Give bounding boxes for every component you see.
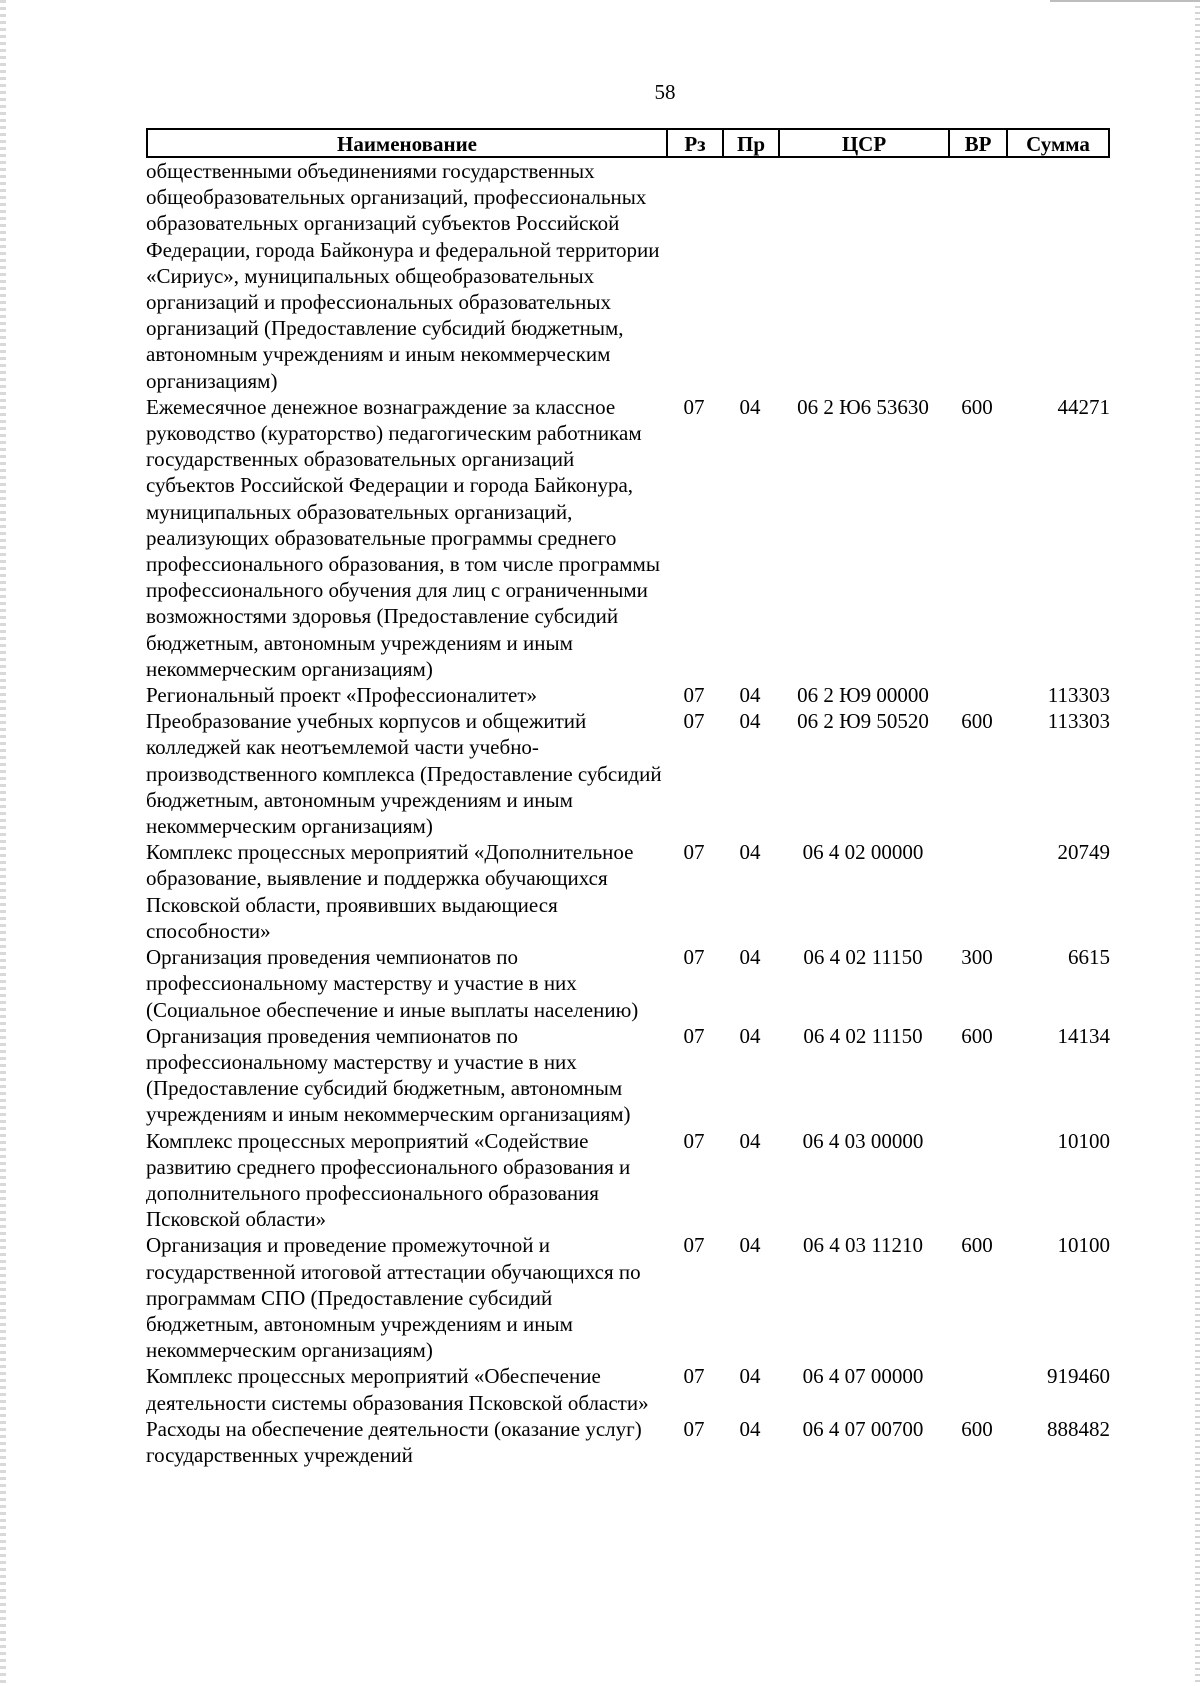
row-vr <box>948 839 1006 944</box>
row-sum: 10100 <box>1057 1128 1110 1153</box>
row-csr: 06 4 07 00000 <box>802 1364 924 1389</box>
row-sum: 14134 <box>1057 1023 1110 1048</box>
row-pr: 04 <box>739 1128 761 1153</box>
row-pr: 04 <box>739 1233 761 1258</box>
header-rz: Рз <box>666 128 722 158</box>
row-name: Ежемесячное денежное вознаграждение за классное руководство (кураторство) педагогическим работникам государственных образовательных организаций субъектов Российской Федерации и города Байконура, муниципальных образовательных организаций, реализующих образовательные программы среднего профессионального образования, в том числе программы профессионального обучения для лиц с ограниченными возможностями здоровья (Предоставление субсидий бюджетным, автономным учреждениям и иным некоммерческим организациям) <box>146 394 660 681</box>
row-vr: 600 <box>961 1416 993 1441</box>
row-rz: 07 <box>683 1128 705 1153</box>
row-csr: 06 4 07 00700 <box>802 1416 924 1441</box>
row-name: Организация проведения чемпионатов по профессиональному мастерству и участие в них (Социальное обеспечение и иные выплаты населению) <box>146 945 639 1022</box>
row-rz: 07 <box>683 1416 705 1441</box>
header-pr: Пр <box>722 128 778 158</box>
row-sum: 113303 <box>1047 709 1110 734</box>
row-vr: 600 <box>961 394 993 419</box>
row-pr: 04 <box>739 394 761 419</box>
row-rz <box>666 158 722 394</box>
table-row <box>146 708 1110 839</box>
row-vr: 600 <box>961 1023 993 1048</box>
row-name: общественными объединениями государственных общеобразовательных организаций, профессиональных образовательных организаций субъектов Российской Федерации, города Байконура и федеральной территории «Сириус», муниципальных общеобразовательных организаций и профессиональных образовательных организаций (Предоставление субсидий бюджетным, автономным учреждениям и иным некоммерческим организациям) <box>146 159 660 393</box>
scan-edge-top <box>1050 0 1200 2</box>
row-vr: 600 <box>961 709 993 734</box>
header-sum: Сумма <box>1006 128 1110 158</box>
row-csr: 06 4 03 00000 <box>802 1128 924 1153</box>
row-sum: 113303 <box>1047 683 1110 708</box>
row-rz: 07 <box>683 709 705 734</box>
row-rz: 07 <box>683 840 705 865</box>
row-rz: 07 <box>683 683 705 708</box>
row-pr <box>722 158 778 394</box>
table-row <box>146 839 1110 944</box>
row-vr <box>948 158 1006 394</box>
row-pr: 04 <box>739 1023 761 1048</box>
row-vr <box>948 682 1006 708</box>
row-csr: 06 2 Ю6 53630 <box>797 394 929 419</box>
row-csr: 06 4 02 11150 <box>803 1023 923 1048</box>
table-row <box>146 1128 1110 1233</box>
row-csr: 06 4 02 00000 <box>802 840 924 865</box>
row-csr <box>778 158 948 394</box>
row-name: Региональный проект «Профессионалитет» <box>146 683 538 708</box>
row-name: Организация проведения чемпионатов по профессиональному мастерству и участие в них (Предоставление субсидий бюджетным, автономным учреждениям и иным некоммерческим организациям) <box>146 1023 631 1127</box>
row-csr: 06 2 Ю9 00000 <box>797 683 929 708</box>
row-sum: 20749 <box>1057 840 1110 865</box>
row-vr <box>948 1363 1006 1415</box>
row-sum: 888482 <box>1047 1416 1110 1441</box>
row-sum: 6615 <box>1068 945 1110 970</box>
row-pr: 04 <box>739 683 761 708</box>
row-pr: 04 <box>739 1416 761 1441</box>
row-rz: 07 <box>683 1364 705 1389</box>
row-pr: 04 <box>739 709 761 734</box>
table-row <box>146 944 1110 1023</box>
header-vr: ВР <box>948 128 1006 158</box>
table-row <box>146 1416 1110 1468</box>
header-name: Наименование <box>146 128 666 158</box>
table-row <box>146 682 1110 708</box>
row-sum: 919460 <box>1047 1364 1110 1389</box>
table-row <box>146 1232 1110 1363</box>
row-csr: 06 2 Ю9 50520 <box>797 709 929 734</box>
table-header-row <box>146 128 1110 158</box>
header-csr: ЦСР <box>778 128 948 158</box>
row-rz: 07 <box>683 945 705 970</box>
page-number: 58 <box>654 80 676 104</box>
row-name: Комплекс процессных мероприятий «Дополнительное образование, выявление и поддержка обучающихся Псковской области, проявивших выдающиеся способности» <box>146 840 634 943</box>
budget-table <box>146 128 1110 1468</box>
row-vr <box>948 1128 1006 1233</box>
row-csr: 06 4 03 11210 <box>803 1233 923 1258</box>
row-rz: 07 <box>683 1023 705 1048</box>
row-vr: 300 <box>961 945 993 970</box>
table-row <box>146 1023 1110 1128</box>
row-name: Комплекс процессных мероприятий «Содействие развитию среднего профессионального образования и дополнительного профессионального образования Псковской области» <box>146 1128 631 1232</box>
scan-edge-right <box>1195 0 1200 1686</box>
table-row <box>146 1363 1110 1415</box>
row-vr: 600 <box>961 1233 993 1258</box>
row-pr: 04 <box>739 1364 761 1389</box>
row-name: Организация и проведение промежуточной и государственной итоговой аттестации обучающихся по программам СПО (Предоставление субсидий бюджетным, автономным учреждениям и иным некоммерческим организациям) <box>146 1233 641 1363</box>
row-sum: 44271 <box>1057 394 1110 419</box>
row-name: Комплекс процессных мероприятий «Обеспечение деятельности системы образования Псковской области» <box>146 1364 649 1415</box>
row-csr: 06 4 02 11150 <box>803 945 923 970</box>
row-sum <box>1006 158 1110 394</box>
scan-edge-left <box>0 0 6 1686</box>
row-name: Расходы на обеспечение деятельности (оказание услуг) государственных учреждений <box>146 1416 642 1467</box>
row-rz: 07 <box>683 1233 705 1258</box>
row-pr: 04 <box>739 840 761 865</box>
table-row <box>146 158 1110 394</box>
row-pr: 04 <box>739 945 761 970</box>
row-rz: 07 <box>683 394 705 419</box>
table-row <box>146 394 1110 682</box>
row-sum: 10100 <box>1057 1233 1110 1258</box>
row-name: Преобразование учебных корпусов и общежитий колледжей как неотъемлемой части учебно-производственного комплекса (Предоставление субсидий бюджетным, автономным учреждениям и иным некоммерческим организациям) <box>146 709 662 839</box>
